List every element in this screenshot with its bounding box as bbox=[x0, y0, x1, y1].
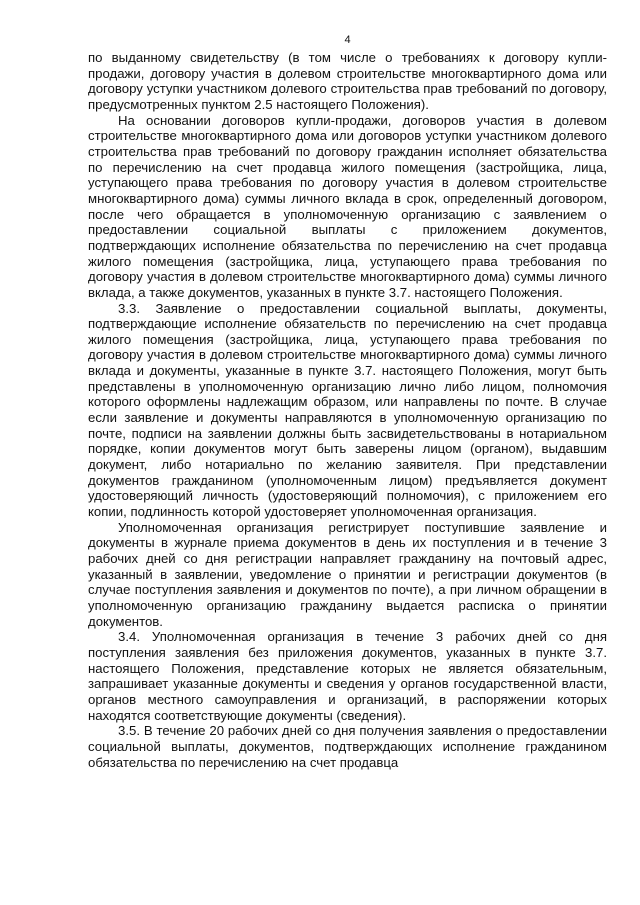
paragraph-contracts: На основании договоров купли-продажи, договоров участия в долевом строительстве многоквартирного дома или договоров уступки участником долевого строительства прав требований по договору гражданин исполняет обязательства по перечислению на счет продавца жилого помещения (застройщика, лица, уступающего права требования по договору участия в долевом строительстве многоквартирного дома) суммы личного вклада в срок, определенный договором, после чего обращается в уполномоченную организацию с заявлением о предоставлении социальной выплаты с приложением документов, подтверждающих исполнение обязательства по перечислению на счет продавца жилого помещения (застройщика, лица, уступающего права требования по договору участия в долевом строительстве многоквартирного дома) суммы личного вклада, а также документов, указанных в пункте 3.7. настоящего Положения. bbox=[88, 112, 607, 300]
paragraph-3-4: 3.4. Уполномоченная организация в течение 3 рабочих дней со дня поступления заявления без приложения документов, указанных в пункте 3.7. настоящего Положения, представление которых не является обязательным, запрашивает указанные документы и сведения у органов государственной власти, органов местного самоуправления и организаций, в распоряжении которых находятся соответствующие документы (сведения). bbox=[88, 629, 607, 723]
paragraph-continuation: по выданному свидетельству (в том числе о требованиях к договору купли-продажи, договору участия в долевом строительстве многоквартирного дома или договору уступки участником долевого строительства прав требований по договору, предусмотренных пунктом 2.5 настоящего Положения). bbox=[88, 50, 607, 112]
paragraph-3-5: 3.5. В течение 20 рабочих дней со дня получения заявления о предоставлении социальной выплаты, документов, подтверждающих исполнение гражданином обязательства по перечислению на счет продавца bbox=[88, 723, 607, 770]
paragraph-registration: Уполномоченная организация регистрирует поступившие заявление и документы в журнале приема документов в день их поступления и в течение 3 рабочих дней со дня регистрации направляет гражданину на почтовый адрес, указанный в заявлении, уведомление о принятии и регистрации документов (в случае поступления заявления и документов по почте), а при личном обращении в уполномоченную организацию гражданину выдается расписка о принятии документов. bbox=[88, 519, 607, 629]
page-number: 4 bbox=[344, 34, 351, 46]
paragraph-3-3: 3.3. Заявление о предоставлении социальной выплаты, документы, подтверждающие исполнение обязательств по перечислению на счет продавца жилого помещения (застройщика, лица, уступающего права требования по договору участия в долевом строительстве многоквартирного дома) суммы личного вклада и документы, указанные в пункте 3.7. настоящего Положения, могут быть представлены в уполномоченную организацию лично либо лицом, полномочия которого оформлены надлежащим образом, или направлены по почте. В случае если заявление и документы направляются в уполномоченную организацию по почте, подписи на заявлении должны быть засвидетельствованы в нотариальном порядке, копии документов могут быть заверены лицом (органом), выдавшим документ, либо нотариально по желанию заявителя. При представлении документов гражданином (уполномоченным лицом) предъявляется документ удостоверяющий личность (удостоверяющий полномочия), с приложением его копии, подлинность которой удостоверяет уполномоченная организация. bbox=[88, 300, 607, 520]
